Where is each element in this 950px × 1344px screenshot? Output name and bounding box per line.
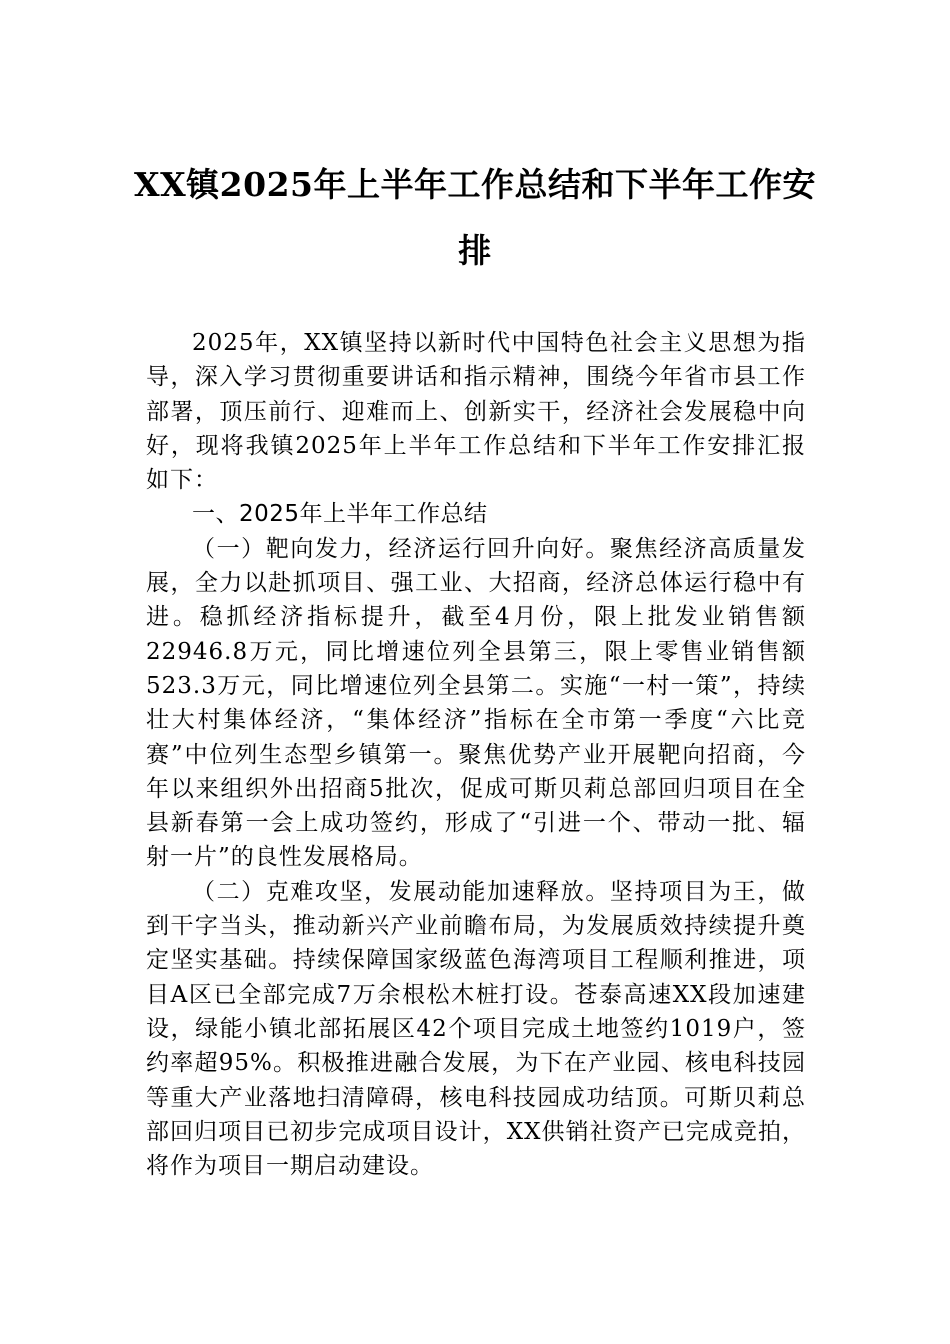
paragraph-2 xyxy=(146,875,806,1184)
paragraph-2-lead: （二）克难攻坚，发展动能加速释放。 xyxy=(192,878,610,905)
intro-paragraph: 2025年，XX镇坚持以新时代中国特色社会主义思想为指导，深入学习贯彻重要讲话和指示精神，围绕今年省市县工作部署，顶压前行、迎难而上、创新实干，经济社会发展稳中向好，现将我镇2025年上半年工作总结和下半年工作安排汇报如下： xyxy=(146,330,806,494)
paragraph-1-lead: （一）靶向发力，经济运行回升向好。 xyxy=(192,535,610,562)
document-body xyxy=(146,326,806,1183)
paragraph-1 xyxy=(146,532,806,875)
paragraph-2-body: 坚持项目为王，做到干字当头，推动新兴产业前瞻布局，为发展质效持续提升奠定坚实基础。持续保障国家级蓝色海湾项目工程顺利推进，项目A区已全部完成7万余根松木桩打设。苍泰高速XX段加速建设，绿能小镇北部拓展区42个项目完成土地签约1019户，签约率超95%。积极推进融合发展，为下在产业园、核电科技园等重大产业落地扫清障碍，核电科技园成功结顶。可斯贝莉总部回归项目已初步完成项目设计，XX供销社资产已完成竞拍，将作为项目一期启动建设。 xyxy=(146,878,807,1180)
document-title: XX镇2025年上半年工作总结和下半年工作安排 xyxy=(133,165,817,270)
section-heading: 一、2025年上半年工作总结 xyxy=(192,501,488,528)
paragraph-1-body: 聚焦经济高质量发展，全力以赴抓项目、强工业、大招商，经济总体运行稳中有进。稳抓经济指标提升，截至4月份，限上批发业销售额22946.8万元，同比增速位列全县第三，限上零售业销售额523.3万元，同比增速位列全县第二。实施“一村一策”，持续壮大村集体经济，“集体经济”指标在全市第一季度“六比竞赛”中位列生态型乡镇第一。聚焦优势产业开展靶向招商，今年以来组织外出招商5批次，促成可斯贝莉总部回归项目在全县新春第一会上成功签约，形成了“引进一个、带动一批、辐射一片”的良性发展格局。 xyxy=(146,535,807,871)
